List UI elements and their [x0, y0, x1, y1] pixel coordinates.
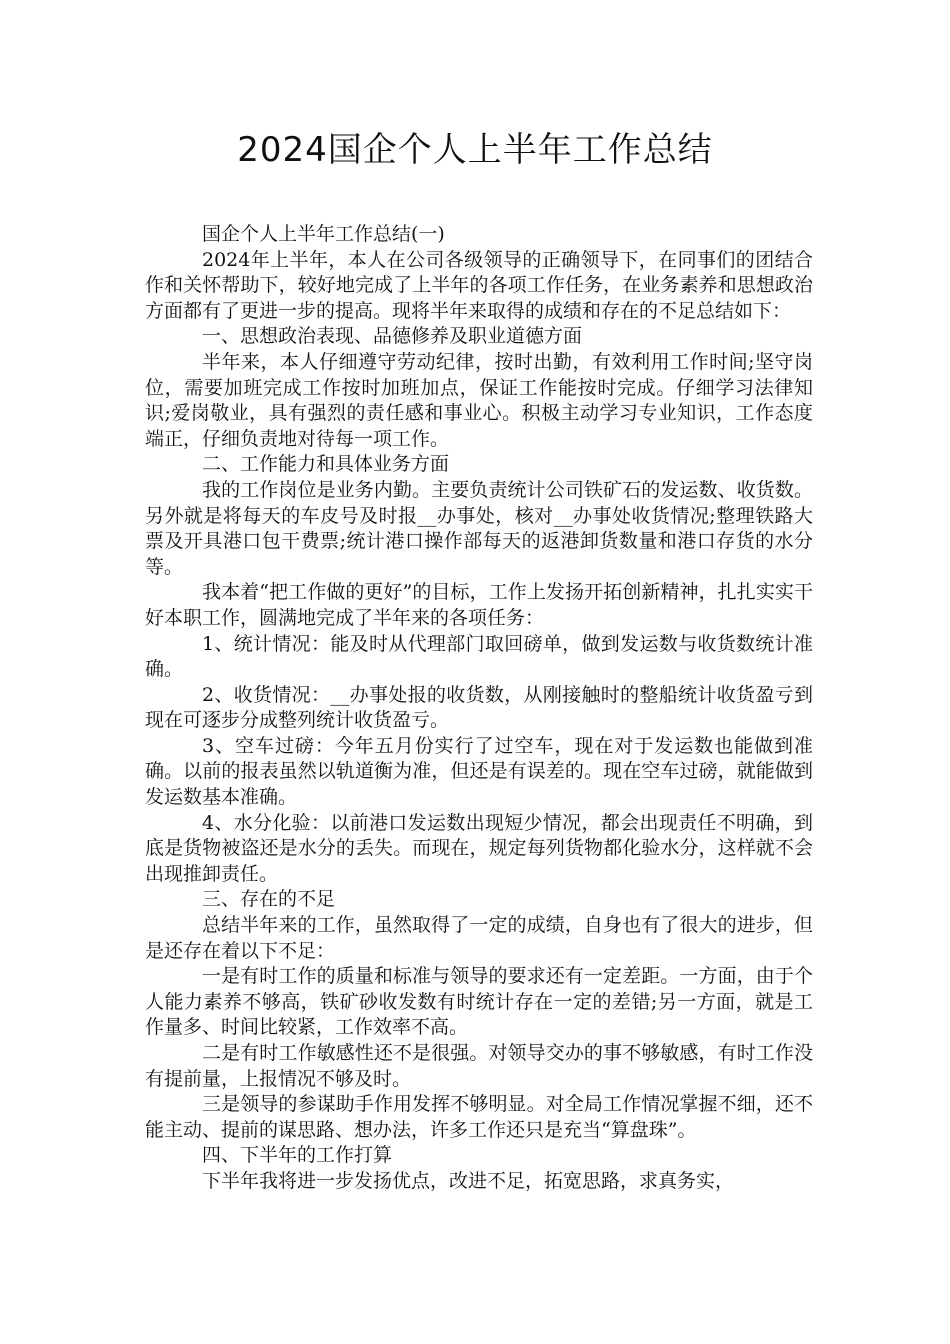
shortcoming-three: 三是领导的参谋助手作用发挥不够明显。对全局工作情况掌握不细，还不能主动、提前的谋思路、想办法，许多工作还只是充当“算盘珠”。	[145, 1093, 813, 1141]
section-heading-political: 一、思想政治表现、品德修养及职业道德方面	[202, 325, 583, 348]
goal-paragraph: 我本着“把工作做的更好”的目标，工作上发扬开拓创新精神，扎扎实实干好本职工作，圆满地完成了半年来的各项任务：	[145, 581, 813, 629]
plan-paragraph: 下半年我将进一步发扬优点，改进不足，拓宽思路，求真务实，	[202, 1169, 735, 1192]
shortcoming-two: 二是有时工作敏感性还不是很强。对领导交办的事不够敏感，有时工作没有提前量，上报情况不够及时。	[145, 1042, 813, 1090]
shortcoming-one: 一是有时工作的质量和标准与领导的要求还有一定差距。一方面，由于个人能力素养不够高，铁矿砂收发数有时统计存在一定的差错;另一方面，就是工作量多、时间比较紧，工作效率不高。	[145, 965, 813, 1039]
intro-paragraph: 2024年上半年，本人在公司各级领导的正确领导下，在同事们的团结合作和关怀帮助下，较好地完成了上半年的各项工作任务，在业务素养和思想政治方面都有了更进一步的提高。现将半年来取得的成绩和存在的不足总结如下：	[145, 248, 813, 322]
item-empty-weighing: 3、空车过磅：今年五月份实行了过空车，现在对于发运数也能做到准确。以前的报表虽然以轨道衡为准，但还是有误差的。现在空车过磅，就能做到发运数基本准确。	[145, 734, 813, 809]
item-statistics: 1、统计情况：能及时从代理部门取回磅单，做到发运数与收货数统计准确。	[145, 632, 813, 681]
section-heading-part-one: 国企个人上半年工作总结(一)	[202, 223, 445, 245]
document-title: 2024国企个人上半年工作总结	[237, 130, 713, 170]
duties-paragraph: 我的工作岗位是业务内勤。主要负责统计公司铁矿石的发运数、收货数。另外就是将每天的车皮号及时报__办事处，核对__办事处收货情况;整理铁路大票及开具港口包干费票;统计港口操作部每天的返港卸货数量和港口存货的水分等。	[145, 478, 813, 578]
section-heading-plan: 四、下半年的工作打算	[202, 1144, 393, 1167]
item-moisture-test: 4、水分化验：以前港口发运数出现短少情况，都会出现责任不明确，到底是货物被盗还是水分的丢失。而现在，规定每列货物都化验水分，这样就不会出现推卸责任。	[145, 811, 813, 885]
section-heading-ability: 二、工作能力和具体业务方面	[202, 453, 450, 476]
shortcomings-intro: 总结半年来的工作，虽然取得了一定的成绩，自身也有了很大的进步，但是还存在着以下不足：	[145, 914, 813, 962]
item-receiving: 2、收货情况：__办事处报的收货数，从刚接触时的整船统计收货盈亏到现在可逐步分成整列统计收货盈亏。	[145, 683, 813, 732]
section-heading-shortcomings: 三、存在的不足	[202, 888, 336, 911]
document-body	[145, 222, 813, 1195]
political-paragraph: 半年来，本人仔细遵守劳动纪律，按时出勤，有效利用工作时间;坚守岗位，需要加班完成工作按时加班加点，保证工作能按时完成。仔细学习法律知识;爱岗敬业，具有强烈的责任感和事业心。积极主动学习专业知识，工作态度端正，仔细负责地对待每一项工作。	[145, 350, 813, 450]
